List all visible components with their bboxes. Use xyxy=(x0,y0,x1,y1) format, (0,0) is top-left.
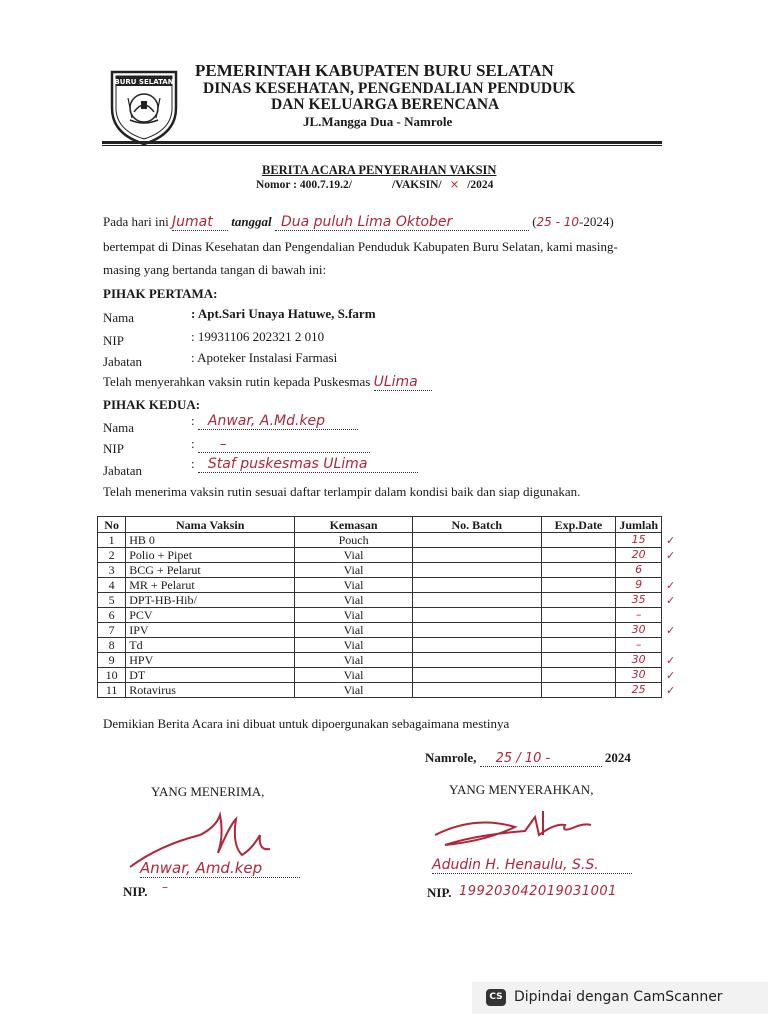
cell-batch xyxy=(412,563,541,578)
cell-exp xyxy=(541,578,616,593)
header-line-3: DAN KELUARGA BERENCANA xyxy=(271,96,500,113)
header-line-2: DINAS KESEHATAN, PENGENDALIAN PENDUDUK xyxy=(203,80,576,97)
cell-batch xyxy=(412,638,541,653)
check-mark: ✓ xyxy=(666,550,676,562)
document-number: Nomor : 400.7.19.2/ /VAKSIN/ × /2024 xyxy=(256,177,494,191)
cell-kemasan: Vial xyxy=(295,593,413,608)
cell-exp xyxy=(541,623,616,638)
cell-nama: BCG + Pelarut xyxy=(126,563,295,578)
svg-text:BURU SELATAN: BURU SELATAN xyxy=(114,78,174,86)
place-date: Namrole, 25 / 10 - 2024 xyxy=(425,750,631,766)
cell-jumlah: 9 xyxy=(616,578,662,593)
cell-nama: Rotavirus xyxy=(126,683,295,698)
vaccine-table xyxy=(97,516,662,698)
cell-jumlah: 30 xyxy=(616,653,662,668)
table-row xyxy=(98,653,662,668)
pihak-kedua-nama-value: : Anwar, A.Md.kep xyxy=(191,413,358,430)
cell-jumlah: 35 xyxy=(616,593,662,608)
cell-kemasan: Vial xyxy=(295,638,413,653)
cell-batch xyxy=(412,653,541,668)
cell-kemasan: Vial xyxy=(295,608,413,623)
intro-line-3: masing yang bertanda tangan di bawah ini: xyxy=(103,262,327,277)
intro-line-1: Pada hari ini Jumat tanggal Dua puluh Lima Oktober (25 - 10-2024) xyxy=(103,214,614,230)
col-header-kemasan: Kemasan xyxy=(295,517,413,533)
closing-statement: Demikian Berita Acara ini dibuat untuk dipoergunakan sebagaimana mestinya xyxy=(103,716,510,731)
cell-nama: HPV xyxy=(126,653,295,668)
cell-exp xyxy=(541,638,616,653)
cell-no: 3 xyxy=(98,563,126,578)
cell-batch xyxy=(412,533,541,548)
cell-kemasan: Vial xyxy=(295,548,413,563)
giver-signature xyxy=(415,805,595,855)
table-header-row xyxy=(98,517,662,533)
pihak-kedua-jabatan-value: : Staf puskesmas ULima xyxy=(191,456,418,473)
header-rule-thick xyxy=(102,141,662,144)
giver-name: Adudin H. Henaulu, S.S. xyxy=(432,857,632,874)
cell-no: 8 xyxy=(98,638,126,653)
cell-exp xyxy=(541,653,616,668)
cell-batch xyxy=(412,548,541,563)
cell-no: 1 xyxy=(98,533,126,548)
government-seal-logo xyxy=(108,68,180,146)
giver-label: YANG MENYERAHKAN, xyxy=(449,782,594,797)
pihak-kedua-statement: Telah menerima vaksin rutin sesuai daftar terlampir dalam kondisi baik dan siap digunakan. xyxy=(103,484,581,499)
pihak-kedua-nama-label: Nama xyxy=(103,420,135,435)
pihak-pertama-jabatan-value: : Apoteker Instalasi Farmasi xyxy=(191,350,338,365)
cell-nama: HB 0 xyxy=(126,533,295,548)
col-header-exp-date: Exp.Date xyxy=(541,517,616,533)
cell-kemasan: Vial xyxy=(295,683,413,698)
cell-exp xyxy=(541,608,616,623)
cell-jumlah: 6 xyxy=(616,563,662,578)
cell-jumlah: 30 xyxy=(616,668,662,683)
cell-kemasan: Vial xyxy=(295,623,413,638)
cell-kemasan: Vial xyxy=(295,563,413,578)
cell-jumlah: 25 xyxy=(616,683,662,698)
header-address: JL.Mangga Dua - Namrole xyxy=(303,114,453,129)
cell-jumlah: 20 xyxy=(616,548,662,563)
pihak-pertama-nama-label: Nama xyxy=(103,310,135,325)
cell-no: 2 xyxy=(98,548,126,563)
col-header-no-batch: No. Batch xyxy=(412,517,541,533)
receiver-nip-value: – xyxy=(162,880,168,894)
table-row xyxy=(98,548,662,563)
cell-nama: Polio + Pipet xyxy=(126,548,295,563)
cell-batch xyxy=(412,623,541,638)
cell-exp xyxy=(541,533,616,548)
cell-no: 9 xyxy=(98,653,126,668)
camscanner-logo-icon: CS xyxy=(486,989,506,1006)
cell-jumlah: 30 xyxy=(616,623,662,638)
receiver-name: Anwar, Amd.kep xyxy=(140,859,300,878)
check-mark: ✓ xyxy=(666,625,676,637)
table-row xyxy=(98,608,662,623)
check-mark: ✓ xyxy=(666,670,676,682)
cell-jumlah: 15 xyxy=(616,533,662,548)
table-row xyxy=(98,623,662,638)
cell-nama: DPT-HB-Hib/ xyxy=(126,593,295,608)
cell-exp xyxy=(541,563,616,578)
cell-no: 7 xyxy=(98,623,126,638)
cell-exp xyxy=(541,593,616,608)
giver-nip-value: 199203042019031001 xyxy=(459,884,617,899)
col-header-nama-vaksin: Nama Vaksin xyxy=(126,517,295,533)
pihak-pertama-nip-label: NIP xyxy=(103,333,124,348)
pihak-pertama-heading: PIHAK PERTAMA: xyxy=(103,286,218,301)
table-row xyxy=(98,563,662,578)
table-row xyxy=(98,593,662,608)
cell-exp xyxy=(541,668,616,683)
cell-no: 10 xyxy=(98,668,126,683)
pihak-kedua-jabatan-label: Jabatan xyxy=(103,463,142,478)
cell-nama: MR + Pelarut xyxy=(126,578,295,593)
camscanner-watermark xyxy=(472,982,768,1014)
table-row xyxy=(98,638,662,653)
cell-exp xyxy=(541,548,616,563)
cell-batch xyxy=(412,593,541,608)
pihak-pertama-nip-value: : 19931106 202321 2 010 xyxy=(191,329,325,344)
cell-exp xyxy=(541,683,616,698)
camscanner-text: Dipindai dengan CamScanner xyxy=(514,989,723,1005)
check-mark: ✓ xyxy=(666,595,676,607)
cell-kemasan: Vial xyxy=(295,653,413,668)
pihak-pertama-nama-value: : Apt.Sari Unaya Hatuwe, S.farm xyxy=(191,306,376,321)
col-header-no: No xyxy=(98,517,126,533)
cell-batch xyxy=(412,668,541,683)
header-rule-thin xyxy=(102,145,662,146)
cell-jumlah: – xyxy=(616,608,662,623)
receiver-nip-label: NIP. xyxy=(123,884,148,899)
pihak-kedua-heading: PIHAK KEDUA: xyxy=(103,397,201,412)
pihak-kedua-nip-label: NIP xyxy=(103,441,124,456)
cell-batch xyxy=(412,608,541,623)
pihak-kedua-nip-value: : – xyxy=(191,436,370,453)
intro-line-2: bertempat di Dinas Kesehatan dan Pengendalian Penduduk Kabupaten Buru Selatan, kami masing- xyxy=(103,239,618,254)
cell-nama: IPV xyxy=(126,623,295,638)
receiver-label: YANG MENERIMA, xyxy=(151,784,265,799)
table-row xyxy=(98,668,662,683)
cell-no: 11 xyxy=(98,683,126,698)
cell-kemasan: Vial xyxy=(295,578,413,593)
cell-no: 6 xyxy=(98,608,126,623)
check-mark: ✓ xyxy=(666,655,676,667)
cell-batch xyxy=(412,578,541,593)
table-row xyxy=(98,578,662,593)
check-mark: ✓ xyxy=(666,535,676,547)
pihak-pertama-jabatan-label: Jabatan xyxy=(103,354,142,369)
cell-kemasan: Pouch xyxy=(295,533,413,548)
table-row xyxy=(98,683,662,698)
cell-kemasan: Vial xyxy=(295,668,413,683)
cell-no: 4 xyxy=(98,578,126,593)
check-mark: ✓ xyxy=(666,685,676,697)
table-row xyxy=(98,533,662,548)
cell-batch xyxy=(412,683,541,698)
giver-nip-label: NIP. xyxy=(427,885,452,900)
cell-jumlah: – xyxy=(616,638,662,653)
document-title: BERITA ACARA PENYERAHAN VAKSIN xyxy=(262,163,497,177)
pihak-pertama-statement: Telah menyerahkan vaksin rutin kepada Puskesmas ULima xyxy=(103,374,432,391)
cell-nama: DT xyxy=(126,668,295,683)
cell-nama: Td xyxy=(126,638,295,653)
header-line-1: PEMERINTAH KABUPATEN BURU SELATAN xyxy=(195,61,554,80)
cell-nama: PCV xyxy=(126,608,295,623)
cell-no: 5 xyxy=(98,593,126,608)
col-header-jumlah: Jumlah xyxy=(616,517,662,533)
check-mark: ✓ xyxy=(666,580,676,592)
